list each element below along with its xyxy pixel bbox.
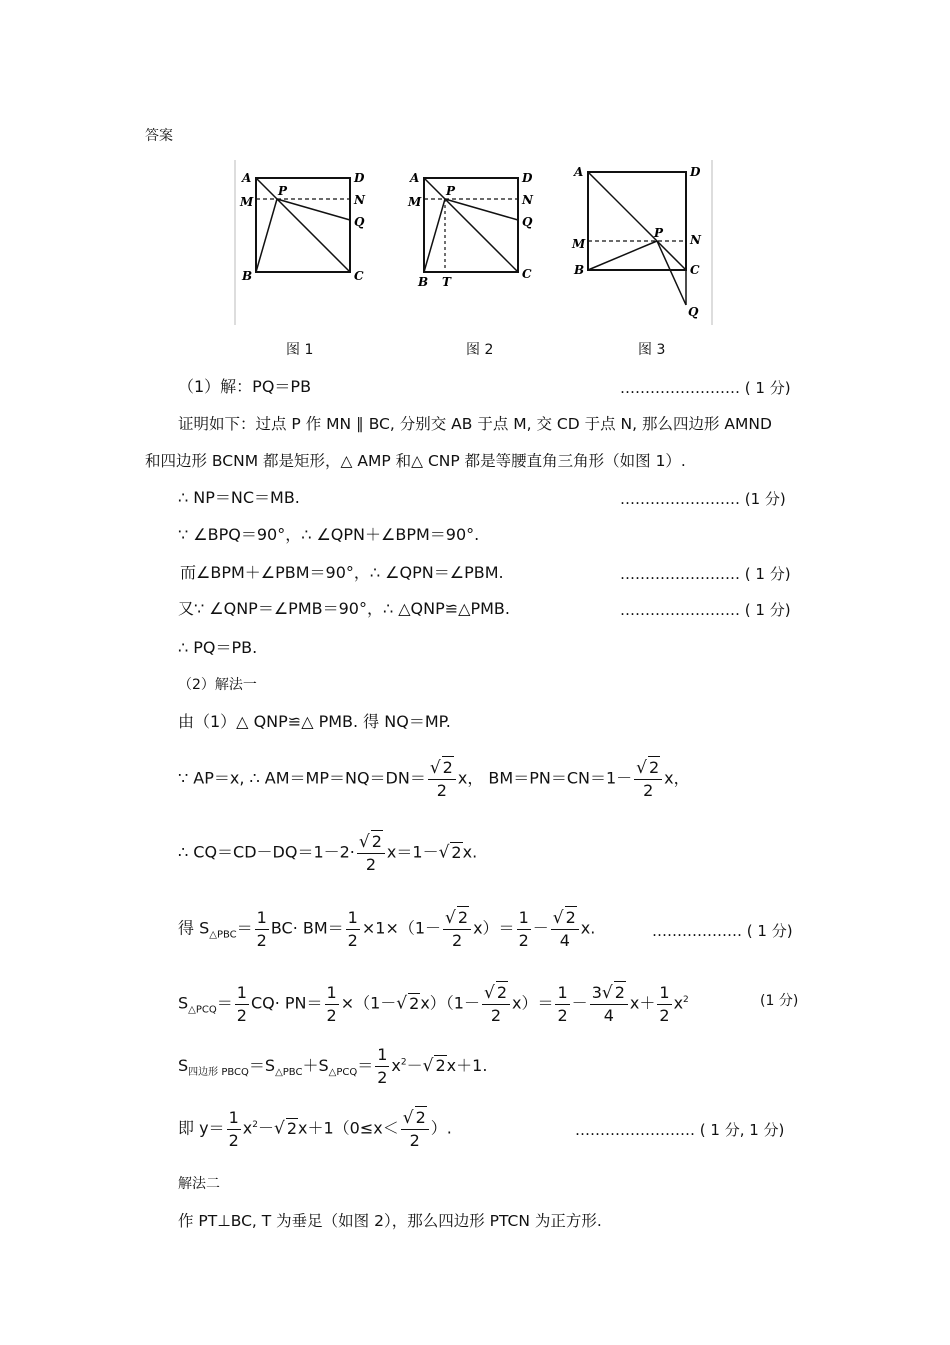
score-4: …………………… ( 1 分) bbox=[620, 601, 791, 619]
score-3: …………………… ( 1 分) bbox=[620, 565, 791, 583]
math-line-6: 即 y＝ $\frac{1}{2}$ $x^2-√$ 2x＋1（0≤x＜ $\frac{√ 2}{2}$ ）. bbox=[178, 1107, 452, 1150]
label-C: C bbox=[690, 263, 700, 277]
label-C: C bbox=[354, 269, 364, 283]
label-M: M bbox=[240, 195, 254, 209]
label-D: D bbox=[354, 171, 365, 185]
figure-3 bbox=[570, 160, 715, 325]
label-Q: Q bbox=[354, 215, 365, 229]
figure-2 bbox=[402, 160, 542, 325]
caption-fig2: 图 2 bbox=[466, 342, 494, 358]
label-A: A bbox=[242, 171, 252, 185]
caption-fig1: 图 1 bbox=[286, 342, 314, 358]
figure-1 bbox=[234, 160, 374, 325]
label-N: N bbox=[690, 233, 701, 247]
math-line-5: $S_{四边形 PBCQ}=S_{\triangle PBC}+S_{\triangle PCQ}=$ $\frac{1}{2}$ $x^2-√$ 2x＋1. bbox=[178, 1045, 488, 1087]
line-10: 由（1）△ QNP≌△ PMB. 得 NQ＝MP. bbox=[178, 712, 451, 731]
math-line-3: 得 $S_{\triangle PBC}=$ $\frac{1}{2}$ BC· BM＝ $\frac{1}{2}$ ×1×（1－ $\frac{√ 2}{2}$ x）＝ $\frac{1}{2}$ － $\frac{√ 2}{4}$ x. bbox=[178, 907, 596, 950]
score-5: ……………… ( 1 分) bbox=[652, 922, 793, 940]
label-T: T bbox=[442, 275, 451, 289]
line-4: ∴ NP＝NC＝MB. bbox=[178, 488, 300, 507]
line-19: 解法二 bbox=[178, 1176, 220, 1192]
score-2: …………………… (1 分) bbox=[620, 490, 786, 508]
math-line-4: $S_{\triangle PCQ}=$ $\frac{1}{2}$ CQ· PN＝ $\frac{1}{2}$ ×（1－√ 2x）（1－ $\frac{√ 2}{2}$ x）＝ $\frac{1}{2}$ － $\frac{3√ 2}{4}$ x＋ $\frac{1}{2}$ $x^2$ bbox=[178, 982, 689, 1025]
line-5: ∵ ∠BPQ＝90°，∴ ∠QPN＋∠BPM＝90°. bbox=[178, 525, 480, 544]
label-A: A bbox=[410, 171, 420, 185]
label-M: M bbox=[408, 195, 422, 209]
label-N: N bbox=[354, 193, 365, 207]
label-Q: Q bbox=[688, 305, 699, 319]
line-20: 作 PT⊥BC, T 为垂足（如图 2），那么四边形 PTCN 为正方形. bbox=[178, 1212, 602, 1230]
line-6: 而∠BPM＋∠PBM＝90°，∴ ∠QPN＝∠PBM. bbox=[180, 563, 504, 582]
label-Q: Q bbox=[522, 215, 533, 229]
label-C: C bbox=[522, 267, 532, 281]
label-P: P bbox=[278, 184, 288, 198]
label-N: N bbox=[522, 193, 533, 207]
math-line-2: ∴ CQ＝CD－DQ＝1－2· $\frac{√ 2}{2}$ x＝1－√ 2x. bbox=[178, 832, 478, 874]
line-8: ∴ PQ＝PB. bbox=[178, 638, 258, 657]
label-B: B bbox=[574, 263, 585, 277]
label-A: A bbox=[574, 165, 584, 179]
line-1: （1）解：PQ＝PB bbox=[178, 377, 312, 396]
line-9: （2）解法一 bbox=[178, 677, 257, 693]
page-header: 答案 bbox=[145, 128, 173, 144]
label-B: B bbox=[242, 269, 253, 283]
label-P: P bbox=[654, 226, 664, 240]
label-D: D bbox=[690, 165, 701, 179]
label-P: P bbox=[446, 184, 456, 198]
score-7: …………………… ( 1 分, 1 分) bbox=[575, 1121, 785, 1139]
score-1: …………………… ( 1 分) bbox=[620, 379, 791, 397]
label-M: M bbox=[572, 237, 586, 251]
line-2: 证明如下：过点 P 作 MN ∥ BC, 分别交 AB 于点 M, 交 CD 于点 N, 那么四边形 AMND bbox=[178, 415, 772, 433]
label-D: D bbox=[522, 171, 533, 185]
math-line-1: ∵ AP＝x, ∴ AM＝MP＝NQ＝DN＝ $\frac{√ 2}{2}$ x， BM＝PN＝CN＝1－ $\frac{√ 2}{2}$ x， bbox=[178, 758, 690, 800]
label-B: B bbox=[418, 275, 429, 289]
caption-fig3: 图 3 bbox=[638, 342, 666, 358]
line-7: 又∵ ∠QNP＝∠PMB＝90°，∴ △QNP≌△PMB. bbox=[178, 599, 510, 618]
line-3: 和四边形 BCNM 都是矩形，△ AMP 和△ CNP 都是等腰直角三角形（如图 1）. bbox=[145, 452, 686, 470]
score-6: (1 分) bbox=[760, 993, 799, 1009]
